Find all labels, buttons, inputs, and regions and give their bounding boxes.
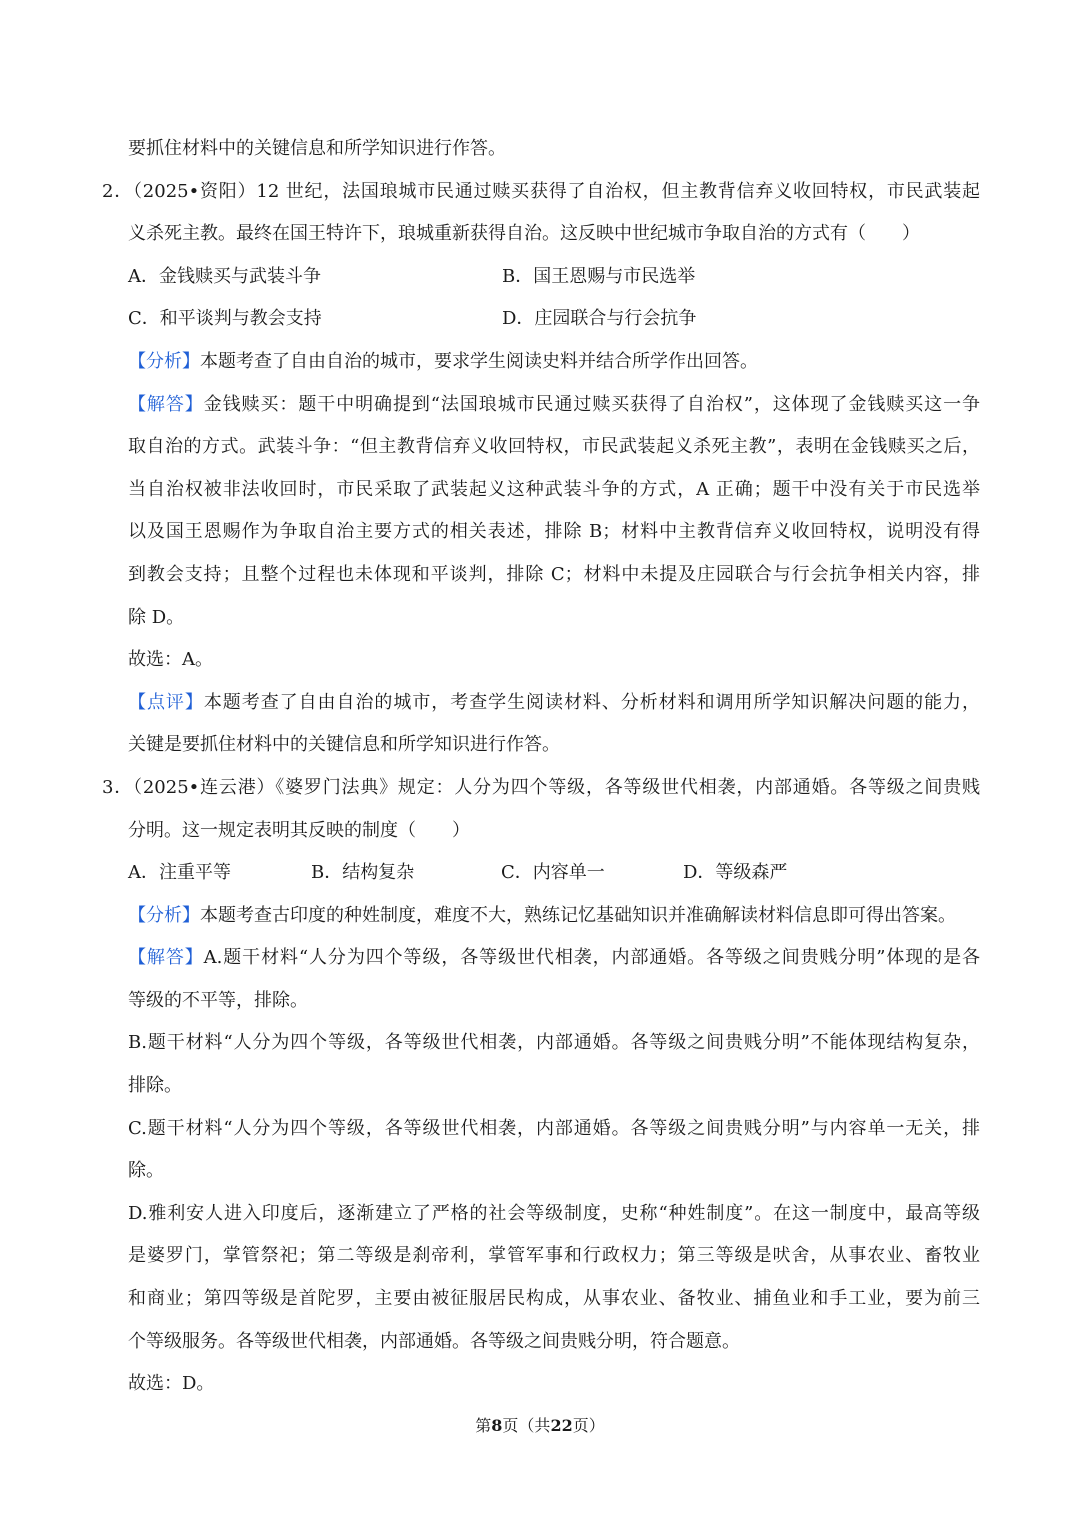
q2-analysis-text: 本题考查了自由自治的城市，要求学生阅读史料并结合所学作出回答。 (200, 350, 758, 372)
q2-analysis (128, 341, 980, 384)
q3-analysis (128, 895, 980, 938)
q3-stem-line-1: 3．（2025•连云港）《婆罗门法典》规定：人分为四个等级，各等级世代相袭，内部通婚。各等级之间贵贱 (102, 776, 980, 798)
q2-answer-line-4: 以及国王恩赐作为争取自治主要方式的相关表述，排除 B；材料中主教背信弃义收回特权，说明没有得 (128, 521, 980, 543)
q3-option-b: B．结构复杂 (311, 862, 415, 884)
q3-analysis-tag: 【分析】 (128, 904, 200, 926)
q2-options-row-1 (128, 256, 980, 299)
footer-mid: 页（共 (502, 1416, 551, 1435)
q3-answer-a-line-2: 等级的不平等，排除。 (128, 989, 308, 1011)
q2-comment-line-1 (128, 682, 980, 725)
q2-comment-tag: 【点评】 (128, 691, 204, 713)
q2-option-a: A．金钱赎买与武装斗争 (128, 265, 321, 287)
q2-options-row-2 (128, 298, 980, 341)
q3-answer-b-line-1: B.题干材料“人分为四个等级，各等级世代相袭，内部通婚。各等级之间贵贱分明”不能体现结构复杂， (128, 1032, 980, 1054)
q3-option-d: D．等级森严 (683, 862, 788, 884)
page-footer (0, 1414, 1080, 1438)
q2-answer-line-6: 除 D。 (128, 606, 185, 628)
q3-analysis-text: 本题考查古印度的种姓制度，难度不大，熟练记忆基础知识并准确解读材料信息即可得出答案。 (200, 904, 956, 926)
q2-stem-line-1: 2．（2025•资阳）12 世纪，法国琅城市民通过赎买获得了自治权，但主教背信弃义收回特权，市民武装起 (102, 180, 980, 202)
q3-answer-d-line-1: D.雅利安人进入印度后，逐渐建立了严格的社会等级制度，史称“种姓制度”。在这一制度中，最高等级 (128, 1202, 980, 1224)
q2-analysis-tag: 【分析】 (128, 350, 200, 372)
q2-comment-text-1: 本题考查了自由自治的城市，考查学生阅读材料、分析材料和调用所学知识解决问题的能力， (203, 691, 980, 713)
q3-answer-b-line-2: 排除。 (128, 1075, 182, 1097)
q3-answer-d-line-2: 是婆罗门，掌管祭祀；第二等级是刹帝利，掌管军事和行政权力；第三等级是吠舍，从事农业、畜牧业 (128, 1245, 980, 1267)
q2-option-b: B．国王恩赐与市民选举 (502, 265, 696, 287)
q3-answer-c-line-1: C.题干材料“人分为四个等级，各等级世代相袭，内部通婚。各等级之间贵贱分明”与内容单一无关，排 (128, 1117, 980, 1139)
q3-answer-tag: 【解答】 (128, 947, 204, 969)
intro-line: 要抓住材料中的关键信息和所学知识进行作答。 (128, 138, 506, 159)
page-content (102, 128, 980, 1406)
q3-choice: 故选：D。 (128, 1373, 215, 1395)
q2-comment-line-2: 关键是要抓住材料中的关键信息和所学知识进行作答。 (128, 734, 560, 756)
footer-suffix: 页） (572, 1416, 605, 1435)
q3-answer-d-line-4: 个等级服务。各等级世代相袭，内部通婚。各等级之间贵贱分明，符合题意。 (128, 1330, 740, 1352)
q2-answer-line-1 (128, 384, 980, 427)
q3-answer-a-line-1 (128, 937, 980, 980)
q3-option-c: C．内容单一 (501, 862, 605, 884)
q3-options-row (128, 852, 980, 895)
q3-option-a: A．注重平等 (128, 862, 231, 884)
q2-option-c: C．和平谈判与教会支持 (128, 308, 322, 330)
q3-answer-d-line-3: 和商业；第四等级是首陀罗，主要由被征服居民构成，从事农业、备牧业、捕鱼业和手工业，要为前三 (128, 1288, 980, 1310)
q3-answer-c-line-2: 除。 (128, 1160, 164, 1182)
footer-total-pages: 22 (550, 1416, 573, 1435)
q2-answer-line-3: 当自治权被非法收回时，市民采取了武装起义这种武装斗争的方式，A 正确；题干中没有关于市民选举 (128, 478, 980, 500)
q2-answer-line-5: 到教会支持；且整个过程也未体现和平谈判，排除 C；材料中未提及庄园联合与行会抗争相关内容，排 (128, 563, 980, 585)
q2-choice: 故选：A。 (128, 649, 213, 671)
q3-answer-a-text-1: A.题干材料“人分为四个等级，各等级世代相袭，内部通婚。各等级之间贵贱分明”体现的是各 (203, 947, 980, 969)
q3-stem-line-2: 分明。这一规定表明其反映的制度（ ） (128, 819, 470, 841)
footer-prefix: 第 (475, 1416, 492, 1435)
q2-answer-text-1: 金钱赎买：题干中明确提到“法国琅城市民通过赎买获得了自治权”，这体现了金钱赎买这一争 (203, 393, 980, 415)
q2-answer-line-2: 取自治的方式。武装斗争：“但主教背信弃义收回特权，市民武装起义杀死主教”，表明在金钱赎买之后， (128, 436, 980, 458)
q2-option-d: D．庄园联合与行会抗争 (502, 308, 697, 330)
footer-page-number: 8 (491, 1416, 503, 1435)
q2-answer-tag: 【解答】 (128, 393, 204, 415)
q2-stem-line-2: 义杀死主教。最终在国王特许下，琅城重新获得自治。这反映中世纪城市争取自治的方式有（ ） (128, 223, 920, 245)
